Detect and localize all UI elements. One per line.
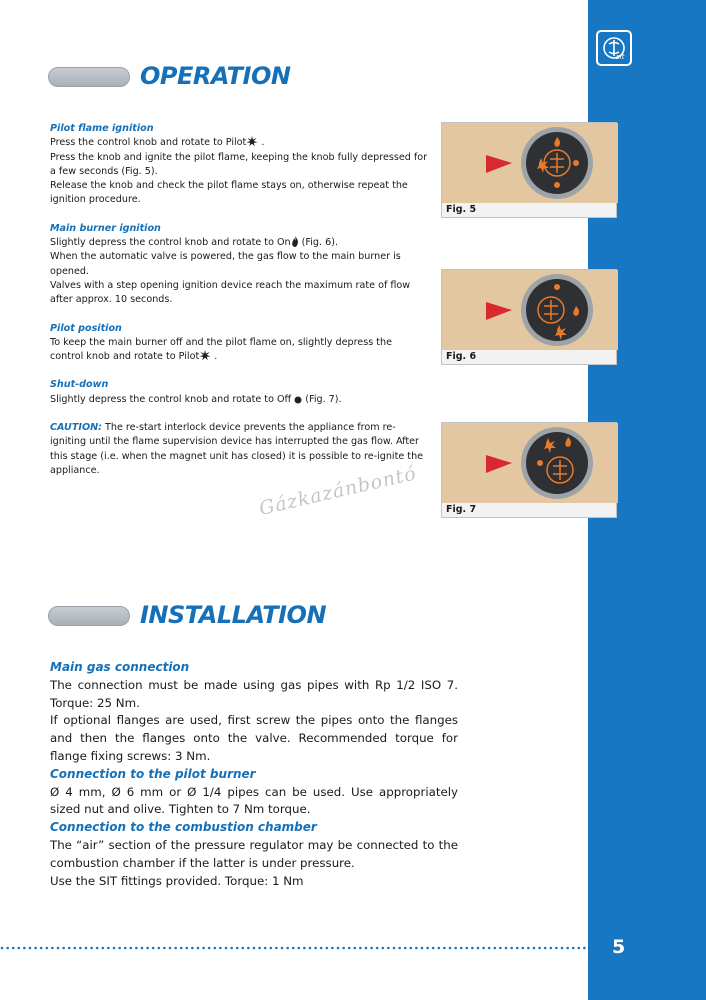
paragraph: Valves with a step opening ignition device reach the maximum rate of flow after approx. 10 seconds. — [50, 279, 411, 306]
subheading-shutdown: Shut-down — [50, 379, 109, 391]
figure-7 — [441, 422, 617, 518]
subheading-combustion-chamber: Connection to the combustion chamber — [50, 820, 317, 835]
paragraph: If optional flanges are used, first screw the pipes onto the flanges and then the flanges onto the valve. Recommended torque for flange fixing screws: 3 Nm. — [50, 713, 458, 763]
paragraph: Slightly depress the control knob and rotate to On (Fig. 6). — [50, 237, 338, 249]
paragraph: Press the control knob and rotate to Pilot . — [50, 137, 265, 149]
subheading-pilot-position: Pilot position — [50, 322, 122, 334]
svg-text:sit: sit — [616, 53, 625, 61]
paragraph: The connection must be made using gas pipes with Rp 1/2 ISO 7. Torque: 25 Nm. — [50, 677, 458, 710]
installation-heading: INSTALLATION — [140, 601, 327, 629]
watermark: Gázkazánbontó — [257, 462, 419, 520]
figure-caption: Fig. 6 — [446, 351, 477, 362]
subheading-pilot-ignition: Pilot flame ignition — [50, 123, 154, 134]
paragraph: To keep the main burner off and the pilot flame on, slightly depress the control knob and rotate to Pilot . — [50, 336, 392, 363]
installation-body — [50, 659, 458, 890]
heading-tab-decoration — [48, 67, 130, 87]
page-number: 5 — [612, 936, 626, 958]
footer-dotted-rule — [0, 946, 588, 950]
pilot-star-icon — [199, 350, 211, 361]
knob-pilot-illustration — [442, 123, 618, 203]
knob-off-illustration — [442, 423, 618, 503]
flame-icon — [291, 236, 299, 247]
paragraph: When the automatic valve is powered, the gas flow to the main burner is opened. — [50, 251, 401, 277]
caution-paragraph: CAUTION: The re-start interlock device prevents the appliance from re-igniting until the flame supervision device has interrupted the gas flow. After this stage (i.e. when the magnet unit has closed) it is possible to re-ignite the appliance. — [50, 422, 424, 476]
operation-heading: OPERATION — [140, 62, 291, 90]
paragraph: Use the SIT fittings provided. Torque: 1 Nm — [50, 873, 304, 888]
sit-logo-icon — [596, 30, 632, 66]
figure-caption: Fig. 5 — [446, 204, 477, 215]
figure-caption: Fig. 7 — [446, 504, 477, 515]
caution-label: CAUTION: — [50, 422, 102, 434]
paragraph: Release the knob and check the pilot flame stays on, otherwise repeat the ignition procedure. — [50, 180, 408, 206]
heading-tab-decoration — [48, 606, 130, 626]
paragraph: The “air” section of the pressure regulator may be connected to the combustion chamber if the latter is under pressure. — [50, 837, 458, 870]
subheading-main-gas: Main gas connection — [50, 660, 190, 674]
knob-on-illustration — [442, 270, 618, 350]
paragraph: Ø 4 mm, Ø 6 mm or Ø 1/4 pipes can be used. Use appropriately sized nut and olive. Tighten to 7 Nm torque. — [50, 784, 458, 817]
paragraph: Slightly depress the control knob and rotate to Off (Fig. 7). — [50, 393, 342, 405]
pilot-star-icon — [246, 136, 258, 147]
figure-6 — [441, 269, 617, 365]
figure-5 — [441, 122, 617, 218]
operation-body — [50, 122, 428, 478]
subheading-pilot-burner: Connection to the pilot burner — [50, 766, 256, 781]
paragraph: Press the knob and ignite the pilot flame, keeping the knob fully depressed for a few seconds (Fig. 5). — [50, 151, 428, 177]
subheading-main-burner: Main burner ignition — [50, 222, 161, 234]
